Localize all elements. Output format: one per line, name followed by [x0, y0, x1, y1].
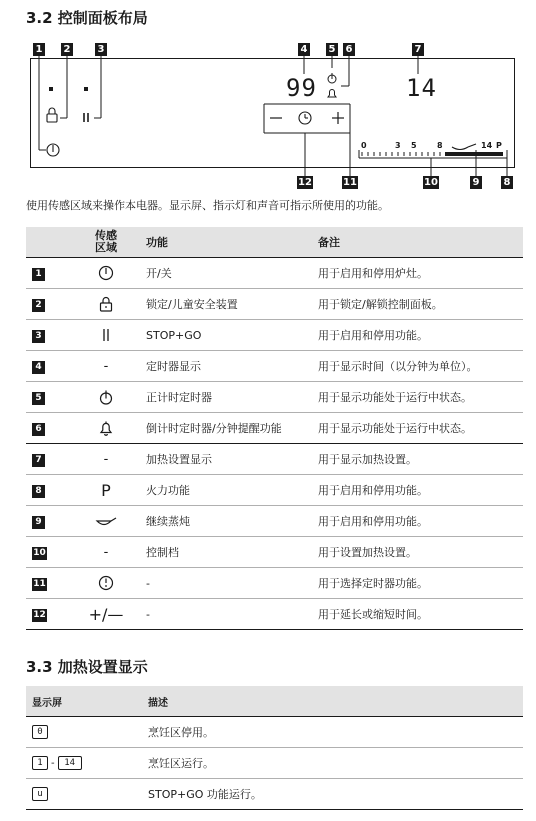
callout-4: 4 [298, 43, 310, 56]
remark-cell: 用于启用和停用炉灶。 [312, 258, 523, 289]
plus-icon [332, 112, 344, 124]
header-num [26, 227, 72, 258]
row-number-cell [26, 320, 72, 351]
row-number-badge: 11 [33, 578, 46, 589]
sensor-symbol-cell [72, 413, 140, 444]
remark-cell: 用于显示功能处于运行中状态。 [312, 413, 523, 444]
callout-3: 3 [95, 43, 107, 56]
slider-fill [445, 152, 503, 156]
sensor-symbol: - [103, 451, 109, 467]
callout-6: 6 [343, 43, 355, 56]
zone-indicator-dot [49, 87, 53, 91]
slider-scale [362, 152, 440, 156]
row-number-badge: 12 [33, 609, 46, 620]
remark-cell: 用于锁定/解锁控制面板。 [312, 289, 523, 320]
callout-2: 2 [61, 43, 73, 56]
sensor-symbol: - [103, 358, 109, 374]
row-number-cell [26, 258, 72, 289]
scale-label: 0 [361, 141, 367, 150]
table-row [26, 444, 523, 475]
function-cell: 正计时定时器 [140, 382, 312, 413]
sensor-symbol-cell [72, 289, 140, 320]
table-header-row [26, 227, 523, 258]
sensor-symbol-cell [72, 568, 140, 599]
function-cell: 定时器显示 [140, 351, 312, 382]
scale-label: 14 [481, 141, 493, 150]
remark-cell: 用于延长或缩短时间。 [312, 599, 523, 630]
bell-icon [98, 420, 114, 436]
display-cell [26, 748, 142, 779]
table-row [26, 717, 523, 748]
header-description: 描述 [142, 686, 523, 717]
table-row [26, 475, 523, 506]
remark-cell: 用于启用和停用功能。 [312, 475, 523, 506]
description-cell: STOP+GO 功能运行。 [142, 779, 523, 810]
callout-10: 10 [424, 177, 438, 188]
row-number-badge: 9 [32, 516, 45, 529]
function-cell: 锁定/儿童安全装置 [140, 289, 312, 320]
table-row [26, 748, 523, 779]
table-row [26, 382, 523, 413]
row-number-badge: 1 [32, 268, 45, 281]
sensor-symbol-cell [72, 351, 140, 382]
table-row [26, 413, 523, 444]
display-symbol: 14 [58, 756, 82, 770]
row-number-badge: 10 [33, 547, 46, 558]
function-cell: 控制档 [140, 537, 312, 568]
scale-label: 5 [411, 141, 417, 150]
stopwatch-icon [328, 73, 336, 83]
display-symbol: 0 [32, 725, 48, 739]
display-cell [26, 779, 142, 810]
table-row [26, 351, 523, 382]
table-header-row [26, 686, 523, 717]
intro-text: 使用传感区域来操作本电器。显示屏、指示灯和声音可指示所使用的功能。 [26, 199, 389, 212]
row-number-badge: 3 [32, 330, 45, 343]
stopwatch-icon [98, 389, 114, 405]
power-icon [98, 265, 114, 281]
callout-5: 5 [326, 43, 338, 56]
callout-1: 1 [33, 43, 45, 56]
description-cell: 烹饪区运行。 [142, 748, 523, 779]
row-number-badge: 4 [32, 361, 45, 374]
pause-icon [84, 113, 88, 122]
function-cell: 加热设置显示 [140, 444, 312, 475]
sensor-symbol-cell [72, 444, 140, 475]
bell-icon [328, 90, 336, 98]
sensor-symbol: - [103, 544, 109, 560]
display-symbol: 1 [32, 756, 48, 770]
sensor-symbol: P [101, 480, 111, 500]
header-sensor-area: 传感 区域 [72, 227, 140, 258]
header-remark: 备注 [312, 227, 523, 258]
function-cell: STOP+GO [140, 320, 312, 351]
table-row [26, 506, 523, 537]
row-number-cell [26, 506, 72, 537]
row-number-badge: 5 [32, 392, 45, 405]
row-number-cell [26, 599, 72, 630]
remark-cell: 用于启用和停用功能。 [312, 506, 523, 537]
function-cell: 继续蒸炖 [140, 506, 312, 537]
timer-display: 99 [286, 74, 317, 102]
heat-display-table [26, 686, 523, 810]
remark-cell: 用于显示功能处于运行中状态。 [312, 382, 523, 413]
power-icon [47, 144, 59, 156]
table-row [26, 779, 523, 810]
section-title-heat-display: 3.3 加热设置显示 [26, 658, 148, 676]
sensor-symbol-cell [72, 382, 140, 413]
function-cell: 火力功能 [140, 475, 312, 506]
sensor-symbol: +/— [88, 604, 124, 624]
timer-icon [299, 112, 311, 124]
table-row [26, 258, 523, 289]
sensor-symbol-cell [72, 506, 140, 537]
sensor-symbol-cell [72, 599, 140, 630]
sensor-symbol-cell [72, 475, 140, 506]
function-cell: 开/关 [140, 258, 312, 289]
row-number-cell [26, 444, 72, 475]
pot-icon [452, 144, 476, 150]
remark-cell: 用于显示加热设置。 [312, 444, 523, 475]
row-number-cell [26, 537, 72, 568]
callout-12: 12 [298, 177, 312, 188]
display-cell [26, 717, 142, 748]
pot-icon [95, 516, 117, 528]
callout-11: 11 [343, 177, 357, 188]
description-cell: 烹饪区停用。 [142, 717, 523, 748]
display-separator: - [51, 758, 55, 769]
row-number-cell [26, 568, 72, 599]
function-cell: - [140, 599, 312, 630]
sensor-symbol-cell [72, 320, 140, 351]
row-number-cell [26, 413, 72, 444]
table-row [26, 320, 523, 351]
lock-icon [47, 108, 57, 122]
diagram-lines [0, 0, 536, 200]
row-number-badge: 6 [32, 423, 45, 436]
scale-label: 3 [395, 141, 401, 150]
table-row [26, 289, 523, 320]
remark-cell: 用于选择定时器功能。 [312, 568, 523, 599]
row-number-cell [26, 289, 72, 320]
sensor-symbol-cell [72, 258, 140, 289]
remark-cell: 用于设置加热设置。 [312, 537, 523, 568]
table-row [26, 537, 523, 568]
row-number-badge: 8 [32, 485, 45, 498]
row-number-cell [26, 382, 72, 413]
header-function: 功能 [140, 227, 312, 258]
row-number-cell [26, 475, 72, 506]
sensor-symbol-cell [72, 537, 140, 568]
row-number-cell [26, 351, 72, 382]
callout-7: 7 [412, 43, 424, 56]
remark-cell: 用于显示时间（以分钟为单位）。 [312, 351, 523, 382]
callout-8: 8 [501, 176, 513, 189]
table-row [26, 599, 523, 630]
control-panel-diagram [0, 0, 536, 200]
row-number-badge: 2 [32, 299, 45, 312]
lock-icon [98, 296, 114, 312]
scale-label: 8 [437, 141, 443, 150]
row-number-badge: 7 [32, 454, 45, 467]
header-display: 显示屏 [26, 686, 142, 717]
heat-setting-display: 14 [406, 74, 437, 102]
callout-9: 9 [470, 176, 482, 189]
table-row [26, 568, 523, 599]
function-cell: 倒计时定时器/分钟提醒功能 [140, 413, 312, 444]
section-title-control-panel: 3.2 控制面板布局 [26, 9, 148, 27]
zone-indicator-dot [84, 87, 88, 91]
function-cell: - [140, 568, 312, 599]
remark-cell: 用于启用和停用功能。 [312, 320, 523, 351]
pause-icon [98, 327, 114, 343]
timer-icon [98, 575, 114, 591]
scale-label: P [496, 141, 502, 150]
control-function-table [26, 227, 523, 630]
display-symbol: u [32, 787, 48, 801]
